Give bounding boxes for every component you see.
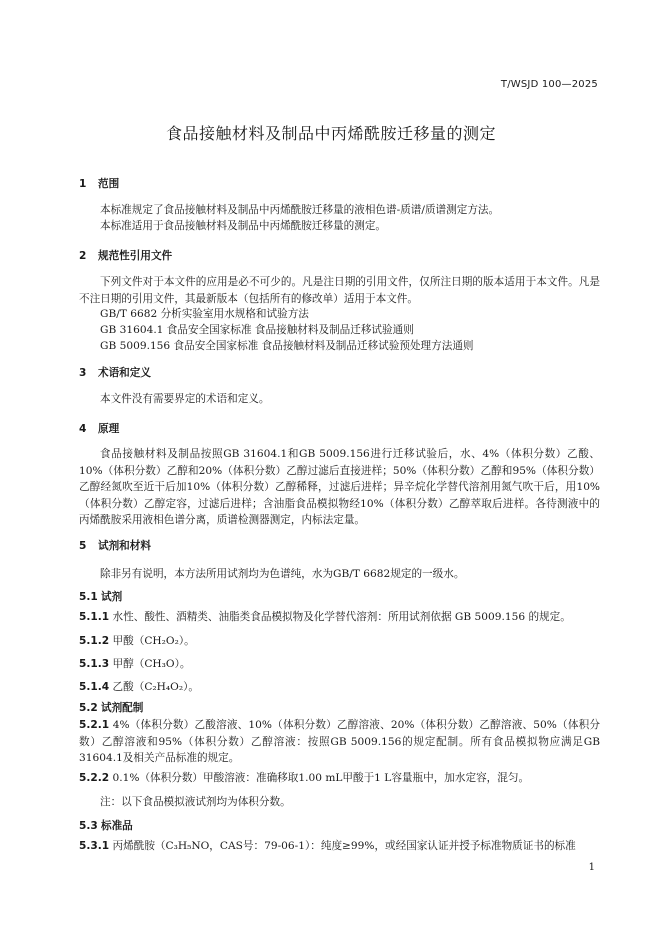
- section-title: 术语和定义: [98, 367, 151, 379]
- clause-number: 5.2.1: [79, 719, 110, 731]
- clause-number: 5.3.1: [79, 840, 110, 852]
- clause-number: 5.1.1: [79, 611, 110, 623]
- reference-item: GB/T 6682 分析实验室用水规格和试验方法: [100, 308, 309, 320]
- clause-text: 乙酸（C₂H₄O₂）。: [112, 681, 199, 693]
- clause-5-1-1: [79, 609, 600, 626]
- standard-code: T/WSJD 100—2025: [500, 79, 598, 90]
- clause-text: 甲酸（CH₂O₂）。: [112, 635, 195, 647]
- section-number: 5: [79, 540, 87, 552]
- clause-text: 水性、酸性、酒精类、油脂类食品模拟物及化学替代溶剂：所用试剂依据 GB 5009.156 的规定。: [112, 611, 571, 623]
- clause-5-2-1: [79, 717, 600, 767]
- subsection-5-2-heading: [79, 700, 143, 715]
- section-title: 原理: [98, 423, 120, 435]
- section-title: 试剂和材料: [98, 540, 151, 552]
- clause-number: 5.1.3: [79, 658, 110, 670]
- section-number: 4: [79, 423, 87, 435]
- section-number: 3: [79, 367, 87, 379]
- section-3-heading: [79, 365, 151, 380]
- clause-text: 0.1%（体积分数）甲酸溶液：准确移取1.00 mL甲酸于1 L容量瓶中，加水定容，混匀。: [112, 772, 530, 784]
- page-number: 1: [588, 862, 595, 873]
- section-number: 2: [79, 250, 87, 262]
- document-title: 食品接触材料及制品中丙烯酰胺迁移量的测定: [165, 124, 496, 143]
- section-1-para-2: 本标准适用于食品接触材料及制品中丙烯酰胺迁移量的测定。: [100, 220, 387, 232]
- clause-number: 5.1.4: [79, 681, 110, 693]
- section-number: 1: [79, 178, 87, 190]
- reference-item: GB 5009.156 食品安全国家标准 食品接触材料及制品迁移试验预处理方法通则: [100, 340, 474, 352]
- reference-item: GB 31604.1 食品安全国家标准 食品接触材料及制品迁移试验通则: [100, 324, 414, 336]
- clause-5-2-2: [79, 770, 600, 787]
- clause-5-1-3: [79, 656, 600, 673]
- section-title: 范围: [98, 178, 120, 190]
- section-3-para: 本文件没有需要界定的术语和定义。: [100, 393, 270, 405]
- clause-text: 4%（体积分数）乙酸溶液、10%（体积分数）乙醇溶液、20%（体积分数）乙醇溶液、50%（体积分数）乙醇溶液和95%（体积分数）乙醇溶液：按照GB 5009.156的规定配制。所有食品模拟物应满足GB 31604.1及相关产品标准的规定。: [79, 719, 600, 764]
- clause-5-1-4: [79, 679, 600, 696]
- clause-text: 甲醇（CH₃O）。: [112, 658, 191, 670]
- subsection-title: 试剂: [101, 591, 123, 603]
- subsection-number: 5.3: [79, 820, 98, 832]
- subsection-title: 标准品: [101, 820, 133, 832]
- section-1-heading: [79, 176, 119, 191]
- subsection-5-1-heading: [79, 589, 122, 604]
- clause-5-1-2: [79, 633, 600, 650]
- section-4-para: 食品接触材料及制品按照GB 31604.1和GB 5009.156进行迁移试验后，水、4%（体积分数）乙酸、10%（体积分数）乙醇和20%（体积分数）乙醇过滤后直接进样；50%（体积分数）乙醇和95%（体积分数）乙醇经氮吹至近干后加10%（体积分数）乙醇稀释，过滤后进样；异辛烷化学替代溶剂用氮气吹干后，用10%（体积分数）乙醇定容，过滤后进样；含油脂食品模拟物经10%（体积分数）乙醇萃取后进样。各待测液中的丙烯酰胺采用液相色谱分离，质谱检测器测定，内标法定量。: [79, 448, 600, 526]
- clause-number: 5.1.2: [79, 635, 110, 647]
- section-5-heading: [79, 538, 151, 553]
- clause-number: 5.2.2: [79, 772, 110, 784]
- section-2-heading: [79, 248, 172, 263]
- subsection-title: 试剂配制: [101, 702, 144, 714]
- section-title: 规范性引用文件: [98, 250, 173, 262]
- section-2-intro: 下列文件对于本文件的应用是必不可少的。凡是注日期的引用文件，仅所注日期的版本适用于本文件。凡是不注日期的引用文件，其最新版本（包括所有的修改单）适用于本文件。: [79, 276, 600, 305]
- subsection-number: 5.2: [79, 702, 98, 714]
- section-5-para: 除非另有说明，本方法所用试剂均为色谱纯，水为GB/T 6682规定的一级水。: [100, 568, 465, 580]
- section-1-para-1: 本标准规定了食品接触材料及制品中丙烯酰胺迁移量的液相色谱-质谱/质谱测定方法。: [100, 204, 500, 216]
- subsection-5-3-heading: [79, 818, 133, 833]
- section-4-heading: [79, 421, 119, 436]
- subsection-number: 5.1: [79, 591, 98, 603]
- note: 注：以下食品模拟液试剂均为体积分数。: [100, 796, 291, 808]
- clause-text: 丙烯酰胺（C₃H₅NO，CAS号：79-06-1）：纯度≥99%，或经国家认证并授予标准物质证书的标准: [112, 840, 576, 852]
- clause-5-3-1: [79, 838, 600, 855]
